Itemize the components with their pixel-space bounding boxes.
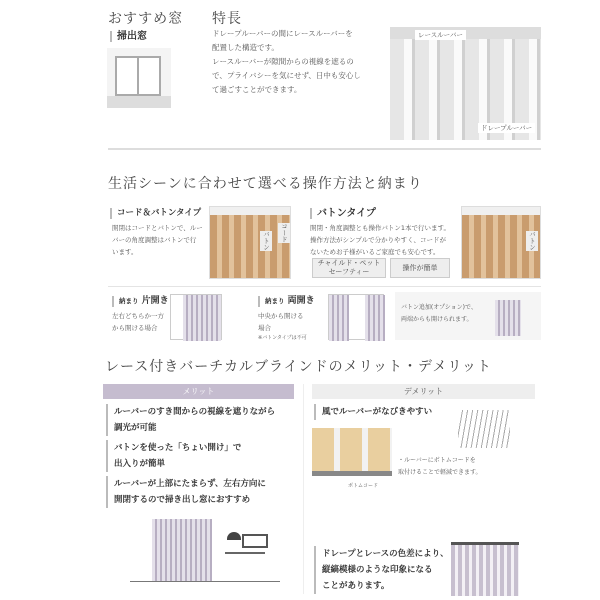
child-pet-safety-badge: チャイルド・ペット セーフティー	[312, 258, 386, 278]
divider	[108, 148, 541, 150]
merit-item: ルーバーが上部にたまらず、左右方向に 開閉するので掃き出し窓におすすめ	[106, 476, 266, 508]
demerit-note: ・ルーバーにボトムコードを 取付けることで軽減できます。	[398, 457, 482, 476]
divider	[108, 286, 541, 287]
baton-type-label: バトンタイプ	[310, 208, 376, 219]
both-side-illustration	[328, 294, 384, 340]
one-side-text: 左右どちらか一方 から開ける場合	[112, 312, 164, 332]
cord-baton-label: コード＆バトンタイプ	[110, 208, 201, 219]
cord-baton-photo: コード バトン	[210, 207, 290, 278]
drape-lace-illustration	[451, 542, 519, 596]
baton-type-text: 開閉・角度調整とも操作バトン1本で行います。 操作方法がシンプルで分かりやすく、コードが ないためお子様がいるご家庭でも安心です。	[310, 224, 450, 256]
both-side-text: 中央から開ける 場合 ※バトンタイプは不可	[258, 312, 307, 341]
features-text: ドレープルーバーの間にレースルーバーを 配置した構造です。 レースルーバーが隙間からの視線を遮るの で、プライバシーを気にせず、日中も安心し て過ごすことができます。	[212, 29, 361, 94]
both-side-label: 納まり 両開き	[258, 296, 315, 307]
operation-title: 生活シーンに合わせて選べる操作方法と納まり	[108, 176, 423, 192]
merit-item: ルーバーのすき間からの視線を遮りながら 調光が可能	[106, 404, 275, 436]
bottom-cord-label: ボトムコード	[348, 483, 379, 489]
baton-type-photo: バトン	[462, 207, 540, 278]
merits-title: レース付きバーチカルブラインドのメリット・デメリット	[105, 359, 492, 375]
lace-louver-photo: レースルーバー ドレープルーバー	[390, 27, 541, 140]
window-illustration	[107, 48, 171, 108]
divider	[303, 384, 304, 594]
one-side-illustration	[170, 294, 222, 340]
living-room-illustration	[130, 514, 280, 586]
demerit-header: デメリット	[312, 384, 535, 399]
demerit-item: 風でルーバーがなびきやすい	[314, 404, 432, 420]
one-side-label: 納まり 片開き	[112, 296, 169, 307]
bottom-cord-illustration	[312, 428, 392, 476]
features-title: 特長	[212, 11, 242, 27]
recommended-window-title: おすすめ窓	[108, 11, 184, 27]
easy-operation-badge: 操作が簡単	[390, 258, 450, 278]
cord-baton-text: 開閉はコードとバトンで、ルー バーの角度調整はバトンで行 います。	[112, 224, 203, 256]
baton-option-box	[395, 292, 541, 340]
merit-item: バトンを使った「ちょい開け」で 出入りが簡単	[106, 440, 241, 472]
demerit-item: ドレープとレースの色差により、 縦縞模様のような印象になる ことがあります。	[314, 546, 449, 594]
merit-header: メリット	[103, 384, 294, 399]
wind-louver-illustration	[458, 410, 510, 448]
baton-option-text: バトン追加(オプション)で、 両端からも開けられます。	[401, 304, 477, 323]
window-type-label: 掃出窓	[110, 31, 147, 42]
